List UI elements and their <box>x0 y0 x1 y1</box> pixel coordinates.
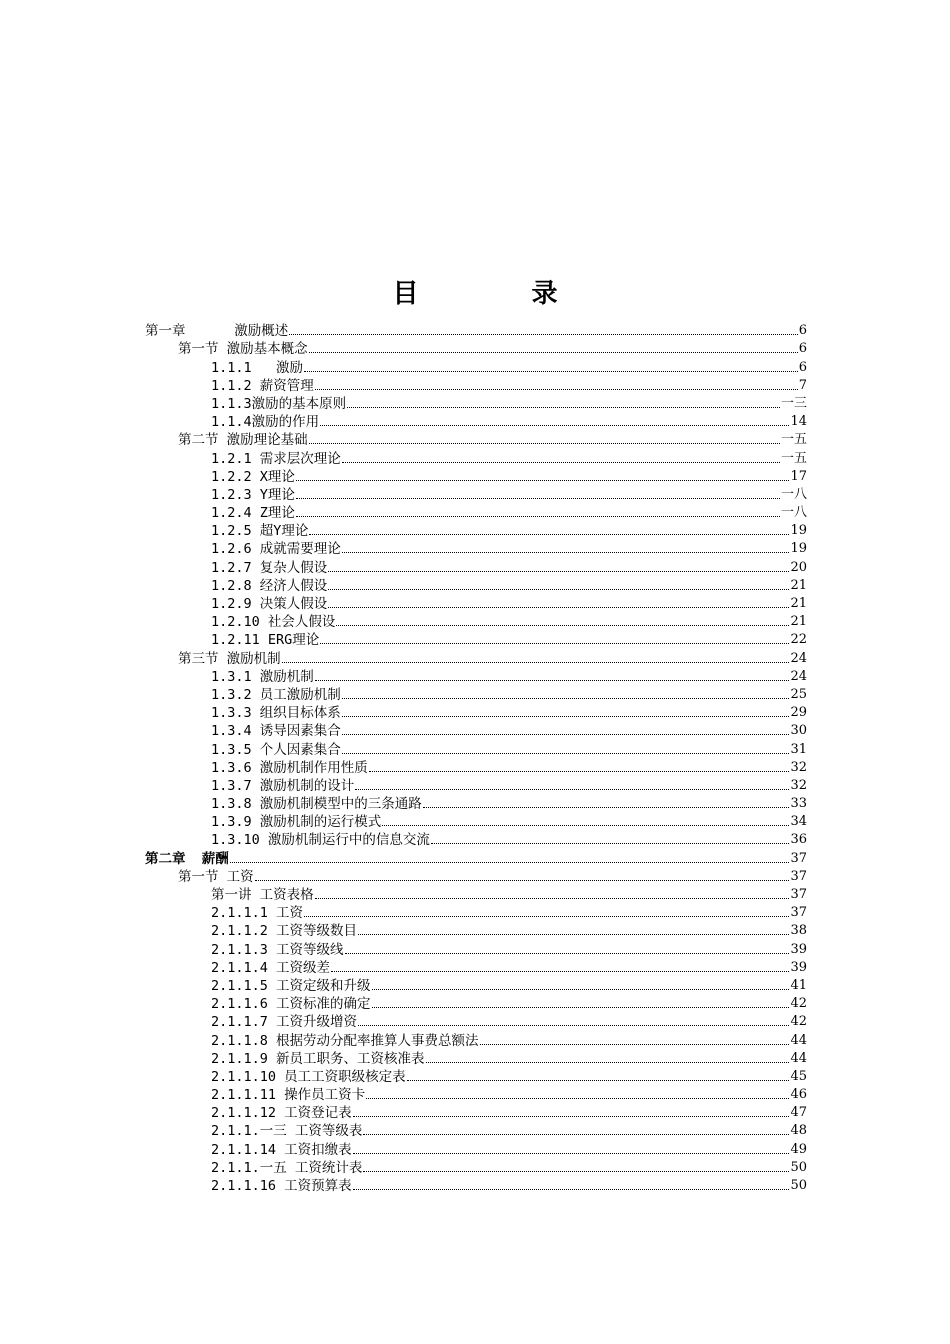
toc-entry-page-number: 20 <box>790 559 807 575</box>
toc-entry[interactable] <box>145 1122 807 1140</box>
dot-leader <box>328 606 789 608</box>
toc-entry-label: 2.1.1.2 工资等级数目 <box>211 923 358 940</box>
toc-entry-page-number: 37 <box>790 868 807 884</box>
toc-entry-page-number: 24 <box>790 668 807 684</box>
toc-entry-label: 第一节 工资 <box>178 868 254 885</box>
toc-entry[interactable] <box>145 413 807 431</box>
dot-leader <box>372 988 790 990</box>
toc-entry-label: 1.3.6 激励机制作用性质 <box>211 759 368 776</box>
toc-entry-label: 1.1.2 薪资管理 <box>211 377 314 394</box>
toc-entry-label: 1.3.8 激励机制模型中的三条通路 <box>211 796 422 813</box>
toc-entry[interactable] <box>145 322 807 340</box>
toc-entry-page-number: 37 <box>790 887 807 902</box>
toc-entry[interactable] <box>145 922 807 940</box>
toc-entry-page-number: 22 <box>790 632 807 648</box>
toc-entry[interactable] <box>145 777 807 795</box>
toc-entry[interactable] <box>145 522 807 540</box>
toc-entry-page-number: 一八 <box>780 486 807 502</box>
toc-entry[interactable] <box>145 1086 807 1104</box>
toc-entry[interactable] <box>145 849 807 867</box>
toc-entry[interactable] <box>145 831 807 849</box>
dot-leader <box>342 733 790 735</box>
dot-leader <box>407 1079 790 1081</box>
dot-leader <box>342 752 790 754</box>
toc-entry-page-number: 6 <box>798 323 807 339</box>
toc-entry[interactable] <box>145 449 807 467</box>
toc-entry[interactable] <box>145 940 807 958</box>
toc-entry[interactable] <box>145 995 807 1013</box>
toc-entry[interactable] <box>145 886 807 904</box>
toc-entry[interactable] <box>145 613 807 631</box>
toc-entry[interactable] <box>145 1050 807 1068</box>
toc-entry[interactable] <box>145 358 807 376</box>
toc-entry-label: 2.1.1.1 工资 <box>211 905 304 922</box>
toc-entry-page-number: 44 <box>790 1032 807 1048</box>
toc-entry-label: 2.1.1.9 新员工职务、工资核准表 <box>211 1050 425 1067</box>
toc-entry[interactable] <box>145 740 807 758</box>
toc-entry-page-number: 42 <box>790 996 807 1012</box>
toc-entry-page-number: 24 <box>790 650 807 666</box>
dot-leader <box>315 679 790 681</box>
dot-leader <box>309 442 780 444</box>
toc-entry-label: 2.1.1.一三 工资等级表 <box>211 1123 363 1140</box>
toc-entry[interactable] <box>145 595 807 613</box>
toc-entry[interactable] <box>145 1031 807 1049</box>
toc-entry-page-number: 6 <box>798 359 807 375</box>
dot-leader <box>315 388 798 390</box>
dot-leader <box>345 952 790 954</box>
toc-entry-page-number: 一五 <box>780 432 807 448</box>
dot-leader <box>353 1152 790 1154</box>
toc-entry[interactable] <box>145 377 807 395</box>
toc-entry-page-number: 21 <box>790 577 807 593</box>
dot-leader <box>353 1188 790 1190</box>
dot-leader <box>282 661 790 663</box>
toc-entry-label: 1.2.11 ERG理论 <box>211 632 320 649</box>
toc-entry-page-number: 38 <box>790 923 807 939</box>
toc-entry-label: 1.3.7 激励机制的设计 <box>211 777 355 794</box>
toc-entry-page-number: 19 <box>790 541 807 557</box>
toc-entry-page-number: 21 <box>790 596 807 611</box>
toc-entry[interactable] <box>145 649 807 667</box>
toc-entry-label: 1.3.2 员工激励机制 <box>211 686 341 703</box>
dot-leader <box>342 551 790 553</box>
toc-entry[interactable] <box>145 540 807 558</box>
toc-entry[interactable] <box>145 431 807 449</box>
toc-entry[interactable] <box>145 395 807 413</box>
toc-entry-page-number: 44 <box>790 1050 807 1066</box>
dot-leader <box>230 861 790 863</box>
toc-title: 目 录 <box>392 279 610 309</box>
toc-entry-label: 2.1.1.7 工资升级增资 <box>211 1014 358 1031</box>
toc-entry[interactable] <box>145 1104 807 1122</box>
toc-entry-page-number: 46 <box>790 1087 807 1103</box>
toc-entry-page-number: 6 <box>798 341 807 357</box>
toc-entry-page-number: 32 <box>790 759 807 775</box>
dot-leader <box>331 970 789 972</box>
toc-entry-label: 1.3.4 诱导因素集合 <box>211 723 341 740</box>
dot-leader <box>363 1133 789 1135</box>
toc-entry-label: 2.1.1.6 工资标准的确定 <box>211 996 371 1013</box>
dot-leader <box>328 570 789 572</box>
dot-leader <box>369 770 790 772</box>
toc-entry-label: 2.1.1.8 根据劳动分配率推算人事费总额法 <box>211 1032 479 1049</box>
toc-entry-page-number: 32 <box>790 777 807 793</box>
toc-entry[interactable] <box>145 1068 807 1086</box>
toc-entry-label: 2.1.1.4 工资级差 <box>211 959 331 976</box>
dot-leader <box>372 1006 790 1008</box>
toc-entry-label: 第一讲 工资表格 <box>211 887 314 903</box>
toc-entry-page-number: 39 <box>790 941 807 957</box>
dot-leader <box>355 788 789 790</box>
toc-entry[interactable] <box>145 504 807 522</box>
dot-leader <box>296 497 780 499</box>
toc-entry-page-number: 42 <box>790 1014 807 1030</box>
toc-entry-page-number: 50 <box>790 1159 807 1175</box>
toc-entry-label: 1.3.3 组织目标体系 <box>211 705 341 722</box>
toc-entry-page-number: 21 <box>790 614 807 630</box>
toc-entry[interactable] <box>145 795 807 813</box>
toc-entry[interactable] <box>145 1159 807 1177</box>
dot-leader <box>309 351 798 353</box>
toc-entry-page-number: 33 <box>790 796 807 812</box>
toc-entry[interactable] <box>145 631 807 649</box>
toc-entry-label: 1.2.2 X理论 <box>211 468 295 485</box>
toc-entry[interactable] <box>145 577 807 595</box>
toc-entry-page-number: 一八 <box>780 505 807 521</box>
toc-entry[interactable] <box>145 340 807 358</box>
toc-entry-label: 1.3.5 个人因素集合 <box>211 741 341 758</box>
toc-entry-page-number: 30 <box>790 723 807 739</box>
toc-entry-label: 2.1.1.一五 工资统计表 <box>211 1159 363 1176</box>
toc-entry-page-number: 31 <box>790 741 807 757</box>
toc-entry-label: 2.1.1.11 操作员工资卡 <box>211 1087 366 1104</box>
toc-entry-label: 1.2.4 Z理论 <box>211 505 295 522</box>
dot-leader <box>309 533 789 535</box>
toc-entry-page-number: 17 <box>790 468 807 484</box>
dot-leader <box>366 1097 789 1099</box>
dot-leader <box>336 624 789 626</box>
toc-entry-label: 1.2.3 Y理论 <box>211 486 295 503</box>
toc-entry-label: 2.1.1.3 工资等级线 <box>211 941 344 958</box>
dot-leader <box>296 515 780 517</box>
toc-entry-label: 第三节 激励机制 <box>178 650 281 667</box>
toc-entry[interactable] <box>145 722 807 740</box>
toc-entry-label: 1.2.10 社会人假设 <box>211 614 336 631</box>
toc-entry-label: 1.3.10 激励机制运行中的信息交流 <box>211 832 430 849</box>
dot-leader <box>358 933 789 935</box>
dot-leader <box>328 588 789 590</box>
dot-leader <box>255 879 790 881</box>
toc-entry-page-number: 25 <box>790 686 807 702</box>
toc-entry-label: 第一节 激励基本概念 <box>178 341 308 358</box>
dot-leader <box>423 806 790 808</box>
toc-entry[interactable] <box>145 486 807 504</box>
toc-entry[interactable] <box>145 959 807 977</box>
toc-entry[interactable] <box>145 813 807 831</box>
toc-entry-page-number: 14 <box>790 414 807 430</box>
toc-entry[interactable] <box>145 1177 807 1195</box>
toc-entry-label: 1.2.7 复杂人假设 <box>211 559 328 576</box>
toc-entry[interactable] <box>145 759 807 777</box>
dot-leader <box>342 697 790 699</box>
toc-entry-label: 1.2.1 需求层次理论 <box>211 450 341 467</box>
toc-entry-page-number: 37 <box>790 850 807 866</box>
dot-leader <box>358 1024 789 1026</box>
toc-entry[interactable] <box>145 1140 807 1158</box>
dot-leader <box>347 406 780 408</box>
toc-entry-label: 1.2.5 超Y理论 <box>211 523 309 540</box>
dot-leader <box>431 842 790 844</box>
toc-entry-label: 1.3.9 激励机制的运行模式 <box>211 814 382 831</box>
table-of-contents <box>145 322 807 1195</box>
toc-entry-page-number: 36 <box>790 832 807 848</box>
toc-entry-label: 2.1.1.5 工资定级和升级 <box>211 977 371 994</box>
toc-entry-page-number: 45 <box>790 1068 807 1084</box>
toc-entry[interactable] <box>145 558 807 576</box>
toc-entry-label: 2.1.1.14 工资扣缴表 <box>211 1141 352 1158</box>
toc-entry-page-number: 一三 <box>780 395 807 411</box>
toc-entry-label: 1.2.8 经济人假设 <box>211 577 328 594</box>
toc-entry-page-number: 37 <box>790 905 807 921</box>
toc-entry-label: 1.3.1 激励机制 <box>211 668 314 685</box>
toc-entry-page-number: 19 <box>790 523 807 539</box>
dot-leader <box>304 370 798 372</box>
dot-leader <box>480 1043 790 1045</box>
dot-leader <box>382 824 789 826</box>
toc-entry-page-number: 一五 <box>780 450 807 466</box>
toc-entry-page-number: 50 <box>790 1178 807 1193</box>
toc-entry[interactable] <box>145 468 807 486</box>
toc-entry-label: 1.2.9 决策人假设 <box>211 596 328 612</box>
toc-entry-page-number: 7 <box>798 377 807 393</box>
toc-entry-label: 1.1.3激励的基本原则 <box>211 395 347 412</box>
dot-leader <box>320 642 789 644</box>
dot-leader <box>320 424 789 426</box>
dot-leader <box>304 915 789 917</box>
toc-entry[interactable] <box>145 686 807 704</box>
toc-entry[interactable] <box>145 868 807 886</box>
toc-entry-page-number: 29 <box>790 705 807 721</box>
toc-entry-page-number: 47 <box>790 1105 807 1121</box>
toc-entry-label: 第二章 薪酬 <box>145 850 229 867</box>
toc-entry-label: 第二节 激励理论基础 <box>178 432 308 449</box>
toc-entry-label: 第一章 激励概述 <box>145 323 289 340</box>
dot-leader <box>315 897 790 899</box>
dot-leader <box>289 333 797 335</box>
toc-entry[interactable] <box>145 1013 807 1031</box>
toc-entry-label: 2.1.1.12 工资登记表 <box>211 1105 352 1122</box>
toc-entry-label: 1.1.4激励的作用 <box>211 414 320 431</box>
toc-entry-label: 2.1.1.10 员工工资职级核定表 <box>211 1068 406 1085</box>
toc-entry[interactable] <box>145 704 807 722</box>
toc-entry-page-number: 48 <box>790 1123 807 1139</box>
toc-entry-label: 1.2.6 成就需要理论 <box>211 541 341 558</box>
toc-entry-page-number: 49 <box>790 1141 807 1157</box>
dot-leader <box>342 715 790 717</box>
dot-leader <box>296 479 790 481</box>
toc-entry-page-number: 34 <box>790 814 807 830</box>
toc-entry[interactable] <box>145 977 807 995</box>
toc-entry-label: 1.1.1 激励 <box>211 359 304 376</box>
dot-leader <box>342 461 780 463</box>
dot-leader <box>353 1115 790 1117</box>
dot-leader <box>426 1061 790 1063</box>
toc-entry[interactable] <box>145 668 807 686</box>
toc-entry-label: 2.1.1.16 工资预算表 <box>211 1178 352 1194</box>
dot-leader <box>363 1170 789 1172</box>
toc-entry[interactable] <box>145 904 807 922</box>
toc-entry-page-number: 41 <box>790 977 807 993</box>
toc-entry-page-number: 39 <box>790 959 807 975</box>
